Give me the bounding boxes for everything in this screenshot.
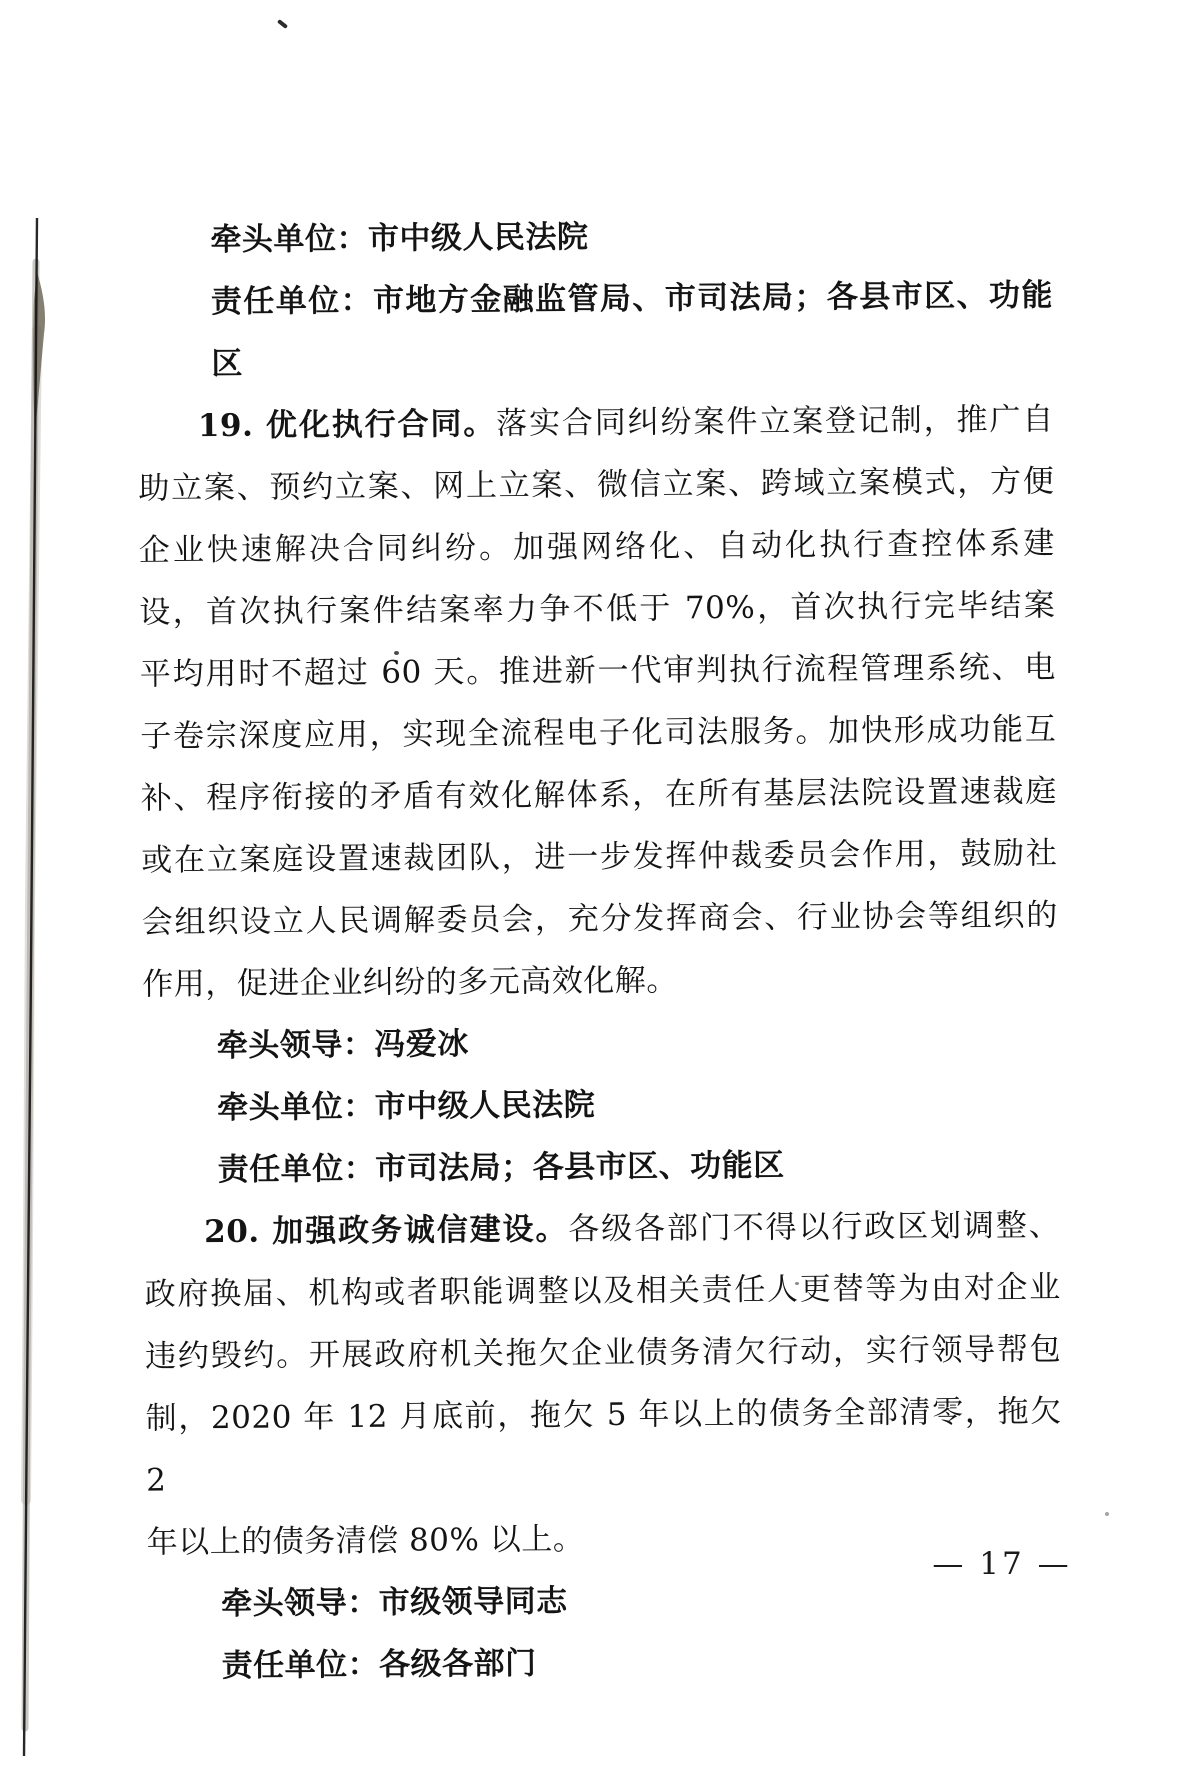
doc-line: 制，2020 年 12 月底前，拖欠 5 年以上的债务全部清零，拖欠 2 bbox=[145, 1393, 1062, 1499]
line-label: 责任单位：市司法局；各县市区、功能区 bbox=[217, 1147, 785, 1189]
doc-line: 设，首次执行案件结案率力争不低于 70%，首次执行完毕结案 bbox=[139, 587, 1056, 631]
scan-crease-artifact bbox=[0, 0, 70, 1786]
doc-line: 或在立案庭设置速裁团队，进一步发挥仲裁委员会作用，鼓励社 bbox=[141, 835, 1058, 879]
item-number-title: 19. 优化执行合同。 bbox=[197, 405, 497, 445]
page-number: — 17 — bbox=[932, 1546, 1072, 1582]
scan-speck bbox=[1105, 1512, 1109, 1516]
line-label: 牵头单位：市中级人民法院 bbox=[217, 1087, 596, 1127]
scan-speck bbox=[277, 19, 288, 29]
doc-line: 平均用时不超过 60 天。推进新一代审判执行流程管理系统、电 bbox=[139, 649, 1056, 693]
doc-line: 会组织设立人民调解委员会，充分发挥商会、行业协会等组织的 bbox=[141, 897, 1058, 941]
line-label: 责任单位：市地方金融监管局、市司法局；各县市区、功能区 bbox=[210, 277, 1054, 383]
item-19-title-line: 19. 优化执行合同。落实合同纠纷案件立案登记制，推广自 bbox=[197, 401, 1054, 445]
line-label: 牵头领导：冯爱冰 bbox=[216, 1026, 469, 1065]
lead-leader-line bbox=[143, 1008, 1059, 1077]
document-text-block bbox=[136, 202, 1064, 1697]
doc-line: 政府换届、机构或者职能调整以及相关责任人更替等为由对企业 bbox=[144, 1269, 1061, 1313]
doc-line: 助立案、预约立案、网上立案、微信立案、跨域立案模式，方便 bbox=[138, 463, 1055, 507]
line-label: 牵头单位：市中级人民法院 bbox=[210, 219, 589, 259]
responsible-unit-line bbox=[147, 1628, 1063, 1697]
doc-line: 补、程序衔接的矛盾有效化解体系，在所有基层法院设置速裁庭 bbox=[140, 773, 1057, 817]
lead-unit-line bbox=[143, 1070, 1059, 1139]
doc-line: 子卷宗深度应用，实现全流程电子化司法服务。加快形成功能互 bbox=[140, 711, 1057, 755]
lead-unit-line bbox=[136, 202, 1052, 271]
line-label: 责任单位：各级各部门 bbox=[221, 1645, 537, 1684]
item-20-title-line: 20. 加强政务诚信建设。各级各部门不得以行政区划调整、 bbox=[204, 1207, 1061, 1251]
responsible-unit-line bbox=[143, 1132, 1059, 1201]
doc-line: 企业快速解决合同纠纷。加强网络化、自动化执行查控体系建 bbox=[138, 525, 1055, 569]
doc-line: 年以上的债务清偿 80% 以上。 bbox=[146, 1521, 585, 1561]
doc-line: 违约毁约。开展政府机关拖欠企业债务清欠行动，实行领导帮包 bbox=[145, 1331, 1062, 1375]
item-number-title: 20. 加强政务诚信建设。 bbox=[204, 1211, 569, 1251]
line-label: 牵头领导：市级领导同志 bbox=[220, 1583, 568, 1622]
doc-line: 作用，促进企业纠纷的多元高效化解。 bbox=[142, 962, 678, 1003]
responsible-unit-line bbox=[137, 264, 1054, 395]
